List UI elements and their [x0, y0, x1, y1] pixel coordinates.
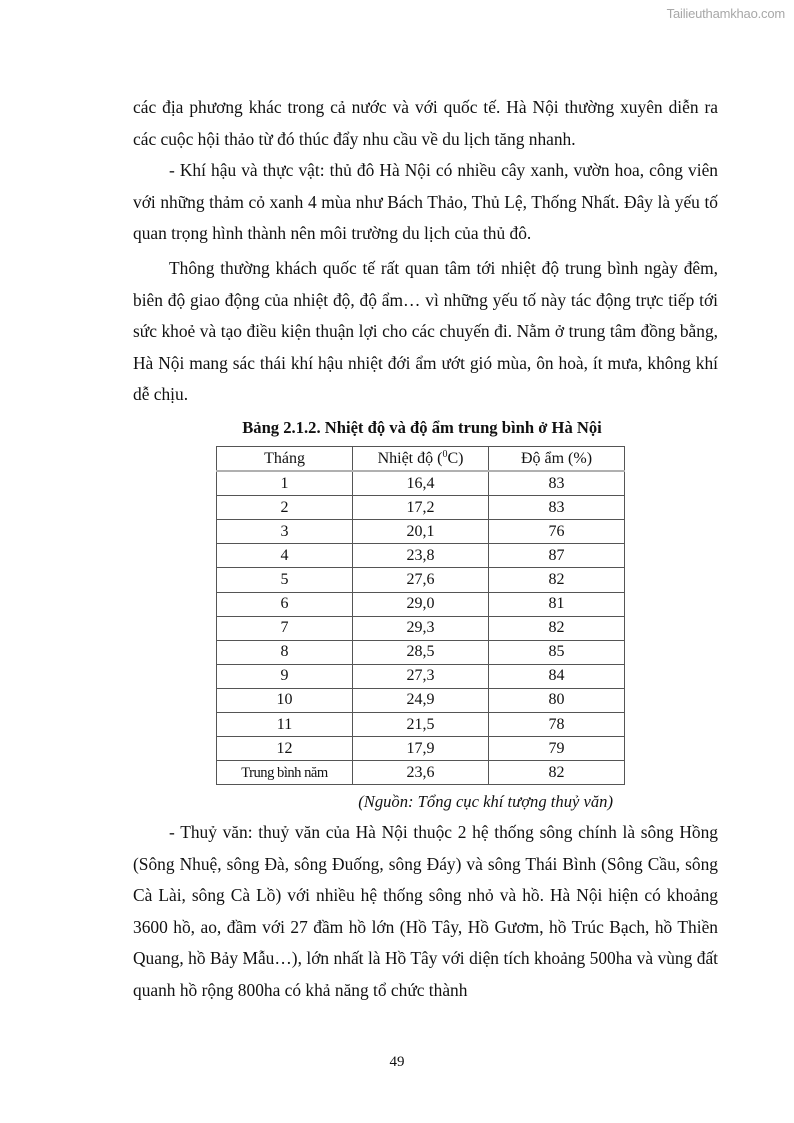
paragraph-continuation: các địa phương khác trong cả nước và với quốc tế. Hà Nội thường xuyên diễn ra các cuộc hội thảo từ đó thúc đẩy nhu cầu về du lịch tăng nhanh.: [133, 97, 718, 149]
table-row: [217, 592, 625, 616]
cell-month: 12: [217, 737, 353, 761]
table-header-row: [217, 447, 625, 472]
table-caption: Bảng 2.1.2. Nhiệt độ và độ ẩm trung bình ở Hà Nội: [242, 418, 602, 437]
cell-humidity: 85: [489, 640, 625, 664]
paragraph-climate-vegetation: - Khí hậu và thực vật: thủ đô Hà Nội có nhiều cây xanh, vườn hoa, công viên với những thảm cỏ xanh 4 mùa như Bách Thảo, Thủ Lệ, Thống Nhất. Đây là yếu tố quan trọng hình thành nên môi trường du lịch của thủ đô.: [133, 160, 718, 243]
table-source: (Nguồn: Tổng cục khí tượng thuỷ văn): [358, 792, 613, 811]
cell-month: 8: [217, 640, 353, 664]
table-row: [217, 640, 625, 664]
watermark: Tailieuthamkhao.com: [666, 6, 785, 21]
cell-temperature: 16,4: [353, 471, 489, 496]
table-row: [217, 471, 625, 496]
cell-month: 4: [217, 544, 353, 568]
cell-temperature: 29,3: [353, 616, 489, 640]
cell-temperature: 27,6: [353, 568, 489, 592]
page-number: 49: [389, 1054, 405, 1070]
cell-humidity: 82: [489, 616, 625, 640]
cell-month: 9: [217, 664, 353, 688]
table-row: [217, 544, 625, 568]
paragraph-hydrology: - Thuỷ văn: thuỷ văn của Hà Nội thuộc 2 hệ thống sông chính là sông Hồng (Sông Nhuệ, sông Đà, sông Đuống, sông Đáy) và sông Thái Bình (Sông Cầu, sông Cà Lài, sông Cà Lồ) với nhiều hệ thống sông nhỏ và hồ. Hà Nội hiện có khoảng 3600 hồ, ao, đầm với 27 đầm hồ lớn (Hồ Tây, Hồ Gươm, hồ Trúc Bạch, hồ Thiền Quang, hồ Bảy Mẫu…), lớn nhất là Hồ Tây với diện tích khoảng 500ha và vùng đất quanh hồ rộng 800ha có khả năng tổ chức thành: [133, 822, 718, 1000]
climate-table: [216, 446, 625, 785]
cell-humidity: 83: [489, 496, 625, 520]
cell-month: 7: [217, 616, 353, 640]
cell-temperature: 17,2: [353, 496, 489, 520]
cell-temperature: 28,5: [353, 640, 489, 664]
header-month: Tháng: [217, 447, 353, 472]
cell-humidity: 76: [489, 520, 625, 544]
cell-temperature: 24,9: [353, 688, 489, 712]
table-row: [217, 737, 625, 761]
cell-humidity: 81: [489, 592, 625, 616]
cell-month: 3: [217, 520, 353, 544]
header-temperature-unit: C): [447, 449, 464, 467]
cell-temperature: 21,5: [353, 713, 489, 737]
cell-month: 11: [217, 713, 353, 737]
cell-temperature: 27,3: [353, 664, 489, 688]
cell-humidity: 82: [489, 568, 625, 592]
table-row: [217, 688, 625, 712]
cell-month: 10: [217, 688, 353, 712]
cell-humidity: 80: [489, 688, 625, 712]
table-row: [217, 713, 625, 737]
cell-humidity: 83: [489, 471, 625, 496]
cell-month: 5: [217, 568, 353, 592]
cell-month: 1: [217, 471, 353, 496]
paragraph-temperature-intro: Thông thường khách quốc tế rất quan tâm tới nhiệt độ trung bình ngày đêm, biên độ giao động của nhiệt độ, độ ẩm… vì những yếu tố này tác động trực tiếp tới sức khoẻ và tạo điều kiện thuận lợi cho các chuyến đi. Nằm ở trung tâm đồng bằng, Hà Nội mang sác thái khí hậu nhiệt đới ẩm ướt gió mùa, ôn hoà, ít mưa, không khí dễ chịu.: [133, 258, 718, 404]
table-row: [217, 664, 625, 688]
cell-temperature: 23,8: [353, 544, 489, 568]
table-row: [217, 496, 625, 520]
cell-humidity: 78: [489, 713, 625, 737]
cell-humidity: 82: [489, 761, 625, 785]
cell-humidity: 84: [489, 664, 625, 688]
table-row: [217, 616, 625, 640]
cell-humidity: 79: [489, 737, 625, 761]
degree-superscript: 0: [442, 448, 448, 460]
cell-temperature: 17,9: [353, 737, 489, 761]
cell-temperature: 23,6: [353, 761, 489, 785]
cell-month: Trung bình năm: [217, 761, 353, 785]
cell-month: 2: [217, 496, 353, 520]
header-temperature: [353, 447, 489, 472]
cell-month: 6: [217, 592, 353, 616]
cell-humidity: 87: [489, 544, 625, 568]
header-temperature-label: Nhiệt độ (: [377, 449, 443, 467]
table-row: [217, 568, 625, 592]
cell-temperature: 20,1: [353, 520, 489, 544]
cell-temperature: 29,0: [353, 592, 489, 616]
table-row-annual-average: [217, 761, 625, 785]
table-row: [217, 520, 625, 544]
header-humidity: Độ ẩm (%): [489, 447, 625, 472]
